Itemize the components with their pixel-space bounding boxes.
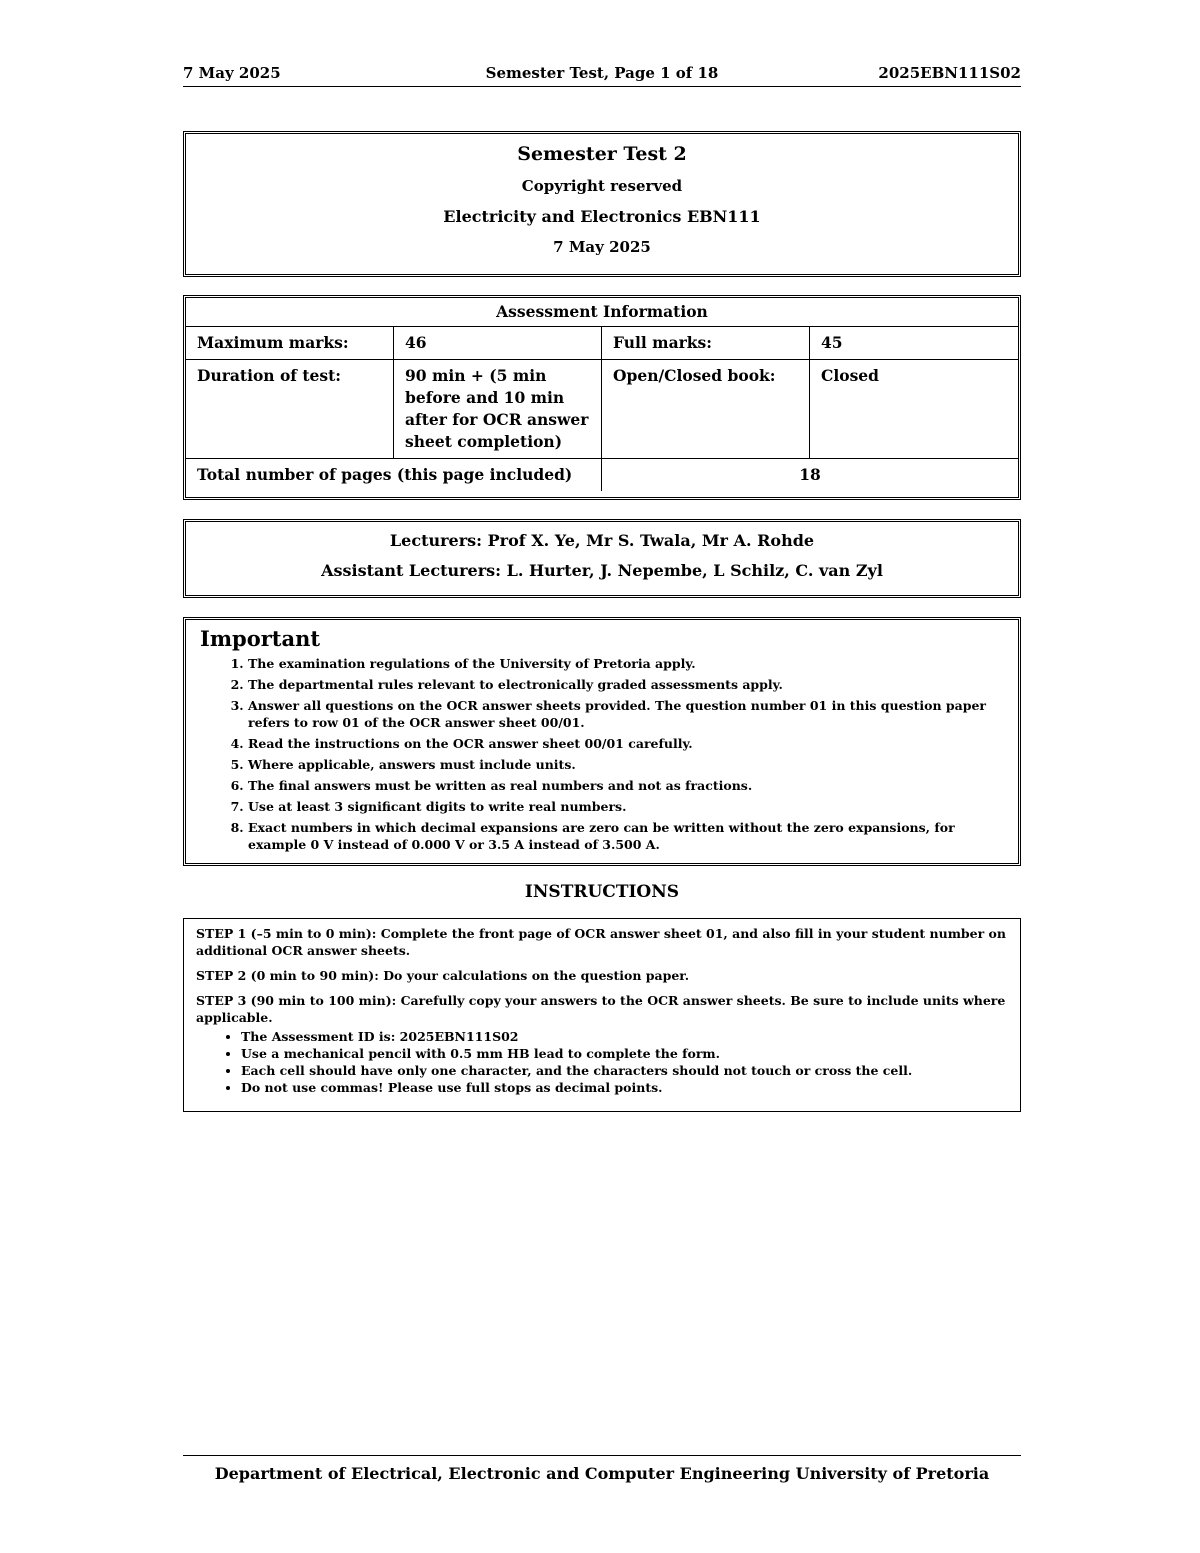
list-item: • Use a mechanical pencil with 0.5 mm HB lead to complete the form.	[241, 1045, 1008, 1062]
instructions-title: INSTRUCTIONS	[524, 882, 680, 902]
list-item: • Each cell should have only one character, and the characters should not touch or cross the cell.	[241, 1062, 1008, 1079]
page-header	[183, 64, 1021, 87]
step-1-text: Complete the front page of OCR answer sheet 01, and also fill in your student number on additional OCR answer sheets.	[196, 926, 1006, 958]
lecturers-line	[186, 531, 1018, 550]
list-item: 2. The departmental rules relevant to electronically graded assessments apply.	[248, 676, 1008, 693]
step-3	[196, 992, 1008, 1026]
important-title: Important	[200, 626, 321, 651]
list-item: • Do not use commas! Please use full stops as decimal points.	[241, 1079, 1008, 1096]
assessment-caption: Assessment Information	[186, 298, 1018, 327]
full-marks-label: Full marks:	[602, 327, 810, 360]
duration-label: Duration of test:	[186, 360, 394, 459]
lecturers-label: Lecturers:	[389, 531, 483, 550]
list-item: • The Assessment ID is: 2025EBN111S02	[241, 1028, 1008, 1045]
full-marks-value: 45	[810, 327, 1019, 360]
lecturers-names: Prof X. Ye, Mr S. Twala, Mr A. Rohde	[482, 531, 815, 550]
header-assessment-id: 2025EBN111S02	[878, 64, 1021, 82]
assistants-names: L. Hurter, J. Nepembe, L Schilz, C. van Zyl	[501, 561, 883, 580]
assessment-info-table	[183, 295, 1021, 500]
assistants-label: Assistant Lecturers:	[321, 561, 502, 580]
list-item: 7. Use at least 3 significant digits to write real numbers.	[248, 798, 1008, 815]
max-marks-label: Maximum marks:	[186, 327, 394, 360]
lecturers-box	[183, 519, 1021, 598]
step-2-text: Do your calculations on the question paper.	[378, 968, 690, 983]
module-name: Electricity and Electronics EBN111	[443, 207, 761, 226]
step-2	[196, 967, 1008, 984]
duration-value: 90 min + (5 min before and 10 min after for OCR answer sheet completion)	[394, 360, 602, 459]
list-item: 5. Where applicable, answers must include units.	[248, 756, 1008, 773]
book-label: Open/Closed book:	[602, 360, 810, 459]
assistant-lecturers-line	[186, 561, 1018, 580]
list-item: 1. The examination regulations of the University of Pretoria apply.	[248, 655, 1008, 672]
list-item: 6. The final answers must be written as real numbers and not as fractions.	[248, 777, 1008, 794]
list-item: 8. Exact numbers in which decimal expansions are zero can be written without the zero expansions, for example 0 V instead of 0.000 V or 3.5 A instead of 3.500 A.	[248, 819, 1008, 853]
step-3-text: Carefully copy your answers to the OCR answer sheets. Be sure to include units where applicable.	[196, 993, 1006, 1025]
list-item: 3. Answer all questions on the OCR answer sheets provided. The question number 01 in this question paper refers to row 01 of the OCR answer sheet 00/01.	[248, 697, 1008, 731]
max-marks-value: 46	[394, 327, 602, 360]
step-2-label: STEP 2 (0 min to 90 min):	[196, 968, 379, 983]
header-date: 7 May 2025	[183, 64, 281, 82]
header-page-info: Semester Test, Page 1 of 18	[485, 64, 719, 82]
instructions-box	[183, 918, 1021, 1112]
step-1-label: STEP 1 (–5 min to 0 min):	[196, 926, 377, 941]
important-list	[186, 655, 1008, 853]
step-3-label: STEP 3 (90 min to 100 min):	[196, 993, 397, 1008]
page-footer: Department of Electrical, Electronic and Computer Engineering University of Pretoria	[183, 1455, 1021, 1483]
step-1	[196, 925, 1008, 959]
title-box	[183, 131, 1021, 277]
important-box	[183, 617, 1021, 866]
step-3-bullets	[196, 1028, 1008, 1096]
copyright-note: Copyright reserved	[521, 177, 683, 195]
pages-value: 18	[602, 459, 1019, 492]
book-value: Closed	[810, 360, 1019, 459]
list-item: 4. Read the instructions on the OCR answer sheet 00/01 carefully.	[248, 735, 1008, 752]
test-title: Semester Test 2	[517, 143, 687, 165]
pages-label: Total number of pages (this page included)	[186, 459, 602, 492]
test-date: 7 May 2025	[553, 238, 651, 256]
